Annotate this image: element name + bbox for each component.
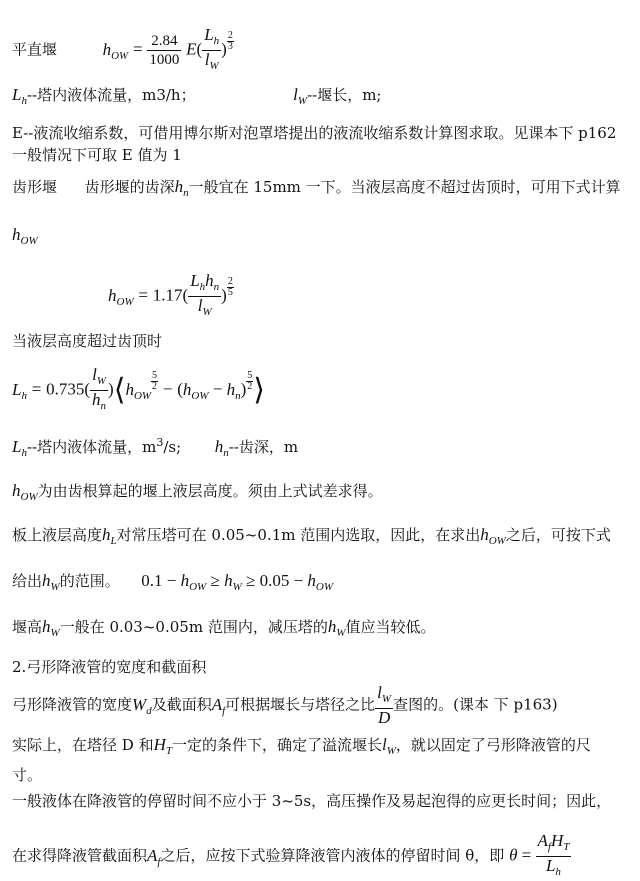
line-residence-time: 一般液体在降液管的停留时间不应小于 3~5s，高压操作及易起泡得的应更长时间；因此，: [12, 792, 612, 810]
line-weir-flat: 平直堰 $h_{OW}$ = $\frac{2.84}{1000}$ E( $\frac{L_h}{l_W}$ ) $\frac{2}{3}$: [12, 26, 234, 75]
line-actual-cont: 寸。: [12, 766, 43, 784]
serrated-label: 齿形堰: [12, 178, 58, 196]
range-lower: 0.05: [259, 571, 290, 590]
residence-text-1: 在求得降液管截面积: [12, 846, 148, 865]
line-how-meaning: $h_{OW}$为由齿根算起的堰上液层高度。须由上式试差求得。: [12, 481, 383, 503]
range-upper: 0.1: [141, 571, 163, 590]
exponent-2-5: $\frac{2}{5}$: [227, 275, 233, 298]
weir-height-text-2: 一般在 0.03~0.05m 范围内，减压塔的: [59, 618, 328, 636]
hn-definition: --齿深，m: [228, 438, 299, 456]
section-heading-downcomer: 2.弓形降液管的宽度和截面积: [12, 658, 207, 676]
line-e-coefficient: E--液流收缩系数，可借用博尔斯对泡罩塔提出的液流收缩系数计算图求取。见课本下 p162: [12, 124, 617, 142]
lh-definition-2: --塔内液体流量，m: [26, 438, 157, 456]
coef-0735: 0.735: [46, 379, 85, 399]
formula-serrated-low: $h_{OW} = 1.17$( $\frac{L_hh_n}{l_W}$ ) $\frac{2}{5}$: [108, 272, 234, 321]
line-residence-check: 在求得降液管截面积$A_f$之后，应按下式验算降液管内液体的停留时间 θ，即 θ = $\frac{A_fH_T}{L_h}$: [12, 832, 571, 881]
line-serrated-weir: 齿形堰 齿形堰的齿深$h_n$一般宜在 15mm 一下。当液层高度不超过齿顶时，可用下式计算: [12, 177, 621, 199]
downcomer-text-2: 及截面积: [151, 695, 212, 714]
exponent-5-2-a: $\frac{5}{2}$: [152, 369, 158, 392]
formula-serrated-high: $L_h = 0.735$( $\frac{l_W}{h_n}$ )$⟨h_{OW}$ $\frac{5}{2}$ − $(h_{OW} - h_n)$ $\frac{5}{2}$ ⟩: [12, 366, 265, 415]
line-downcomer-width: 弓形降液管的宽度$W_d$及截面积$A_f$可根据堰长与塔径之比 $\frac{l_W}{D}$ 查图的。(课本 下 p163): [12, 683, 558, 727]
line-e-default: 一般情况下可取 E 值为 1: [12, 146, 182, 164]
layer-height-text-1: 板上液层高度: [12, 526, 103, 544]
exponent-2-3: $\frac{2}{3}$: [227, 29, 233, 52]
line-layer-height: 板上液层高度$h_L$对常压塔可在 0.05~0.1m 范围内选取，因此，在求出$h_{OW}$之后，可按下式: [12, 525, 611, 547]
line-how-symbol: $h_{OW}$: [12, 225, 38, 247]
downcomer-text-4: 查图的。(课本 下 p163): [393, 695, 558, 714]
weir-height-text-1: 堰高: [12, 618, 43, 636]
downcomer-text-1: 弓形降液管的宽度: [12, 695, 133, 714]
downcomer-text-3: 可根据堰长与塔径之比: [225, 695, 376, 714]
fraction-af-ht-lh: $\frac{A_fH_T}{L_h}$: [537, 831, 570, 878]
line-above-tooth: 当液层高度超过齿顶时: [12, 332, 163, 350]
line-actual: 实际上，在塔径 D 和$H_T$一定的条件下，确定了溢流堰长$l_W$，就以固定了弓形降液管的尺: [12, 735, 591, 757]
lh-definition: --塔内液体流量，m3/h；: [26, 86, 196, 104]
serrated-text-2: 一般宜在 15mm 一下。当液层高度不超过齿顶时，可用下式计算: [188, 178, 621, 196]
line-weir-height: 堰高$h_W$一般在 0.03~0.05m 范围内，减压塔的$h_W$值应当较低。: [12, 617, 436, 639]
hw-range-text-1: 给出: [12, 572, 43, 590]
exponent-5-2-b: $\frac{5}{2}$: [247, 369, 253, 392]
serrated-text-1: 齿形堰的齿深: [84, 178, 175, 196]
coef-117: 1.17: [152, 285, 183, 305]
how-meaning-text: 为由齿根算起的堰上液层高度。须由上式试差求得。: [37, 482, 383, 500]
weir-height-text-3: 值应当较低。: [345, 618, 436, 636]
layer-height-text-2: 对常压塔可在 0.05~0.1m 范围内选取，因此，在求出: [116, 526, 481, 544]
actual-text-3: ，就以固定了弓形降液管的尺: [395, 736, 591, 754]
fraction-284-1000: $\frac{2.84}{1000}$: [149, 33, 180, 68]
fraction-lw-hn: $\frac{l_W}{h_n}$: [92, 365, 107, 412]
hw-range-text-2: 的范围。: [59, 572, 120, 590]
line-hw-range: 给出$h_W$的范围。 $0.1 - h_{OW} \ge h_W \ge 0.05 - h_{OW}$: [12, 571, 334, 593]
line-definitions-2: $L_h--$塔内液体流量，$m^3/s$; $h_n--$齿深，m: [12, 436, 299, 459]
fraction-lw-d: $\frac{l_W}{D}$: [377, 683, 392, 727]
weir-flat-label: 平直堰: [12, 40, 58, 59]
lh-unit: /s;: [163, 438, 182, 456]
formula-how: $h_{OW}$: [102, 39, 129, 62]
fraction-lh-lw: $\frac{L_h}{l_W}$: [204, 25, 220, 72]
line-definitions-1: $L_h--$塔内液体流量，m3/h； $l_W--$堰长，m;: [12, 85, 382, 107]
residence-text-2: 之后，应按下式验算降液管内液体的停留时间 θ，即: [160, 846, 505, 865]
actual-text-2: 一定的条件下，确定了溢流堰长: [171, 736, 382, 754]
fraction-lh-hn-lw: $\frac{L_hh_n}{l_W}$: [190, 271, 220, 318]
actual-text-1: 实际上，在塔径 D 和: [12, 736, 154, 754]
layer-height-text-3: 之后，可按下式: [505, 526, 611, 544]
lw-definition: --堰长，m;: [307, 86, 382, 104]
